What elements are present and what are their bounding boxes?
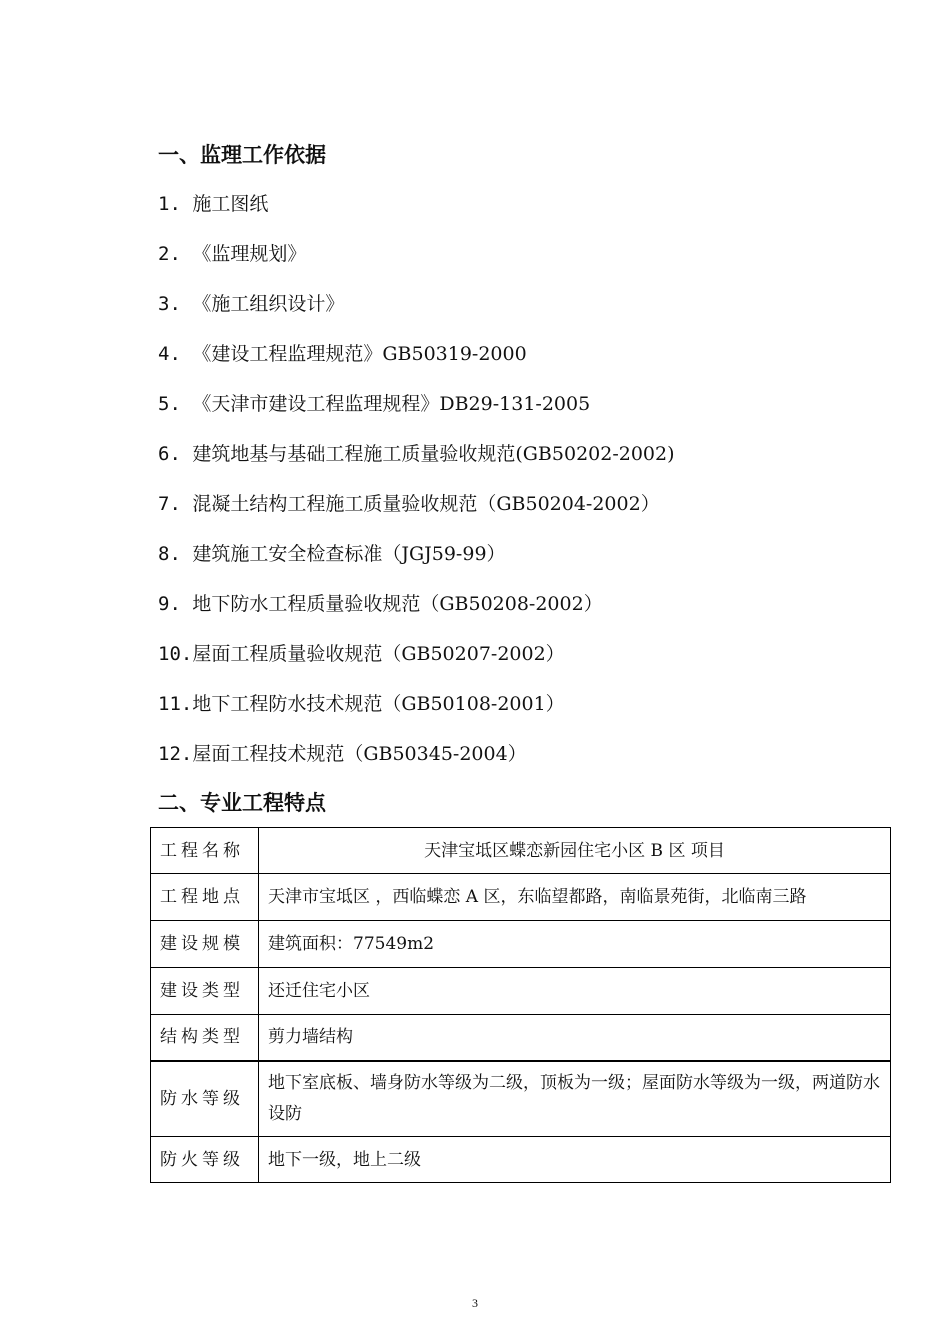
list-item xyxy=(158,639,675,689)
list-item-text: 屋面工程技术规范（GB50345-2004） xyxy=(192,743,527,765)
row-key: 防水等级 xyxy=(151,1061,259,1137)
list-item-number: 3. xyxy=(158,293,181,315)
row-value: 建筑面积：77549m2 xyxy=(259,921,891,968)
section-heading-basis: 一、监理工作依据 xyxy=(158,143,326,167)
list-item-text: 建筑施工安全检查标准（JGJ59-99） xyxy=(192,543,506,565)
list-item-text: 《施工组织设计》 xyxy=(192,293,345,315)
row-key: 建设类型 xyxy=(151,968,259,1015)
list-item-number: 9. xyxy=(158,593,181,615)
row-key: 工程地点 xyxy=(151,874,259,921)
row-key: 建设规模 xyxy=(151,921,259,968)
list-item xyxy=(158,589,675,639)
list-item-text: 建筑地基与基础工程施工质量验收规范(GB50202-2002) xyxy=(192,443,675,465)
list-item-text: 施工图纸 xyxy=(192,193,269,215)
list-item-number: 11. xyxy=(158,693,193,715)
list-item-text: 混凝土结构工程施工质量验收规范（GB50204-2002） xyxy=(192,493,660,515)
list-item-text: 《天津市建设工程监理规程》DB29-131-2005 xyxy=(192,393,591,415)
list-item xyxy=(158,489,675,539)
list-item-number: 10. xyxy=(158,643,193,665)
table-row xyxy=(151,828,891,874)
list-item xyxy=(158,339,675,389)
row-value: 天津市宝坻区 ，西临蝶恋 A 区，东临望都路，南临景苑街，北临南三路 xyxy=(259,874,891,921)
row-value: 还迁住宅小区 xyxy=(259,968,891,1015)
project-features-table xyxy=(150,827,891,1183)
row-value: 天津宝坻区蝶恋新园住宅小区 B 区 项目 xyxy=(259,828,891,874)
table-row xyxy=(151,968,891,1015)
list-item-number: 12. xyxy=(158,743,193,765)
table-row xyxy=(151,1061,891,1137)
list-item-number: 2. xyxy=(158,243,181,265)
list-item-text: 《监理规划》 xyxy=(192,243,307,265)
list-item xyxy=(158,189,675,239)
basis-list xyxy=(158,189,675,789)
list-item-number: 1. xyxy=(158,193,181,215)
list-item xyxy=(158,289,675,339)
row-key: 防火等级 xyxy=(151,1137,259,1183)
list-item-number: 4. xyxy=(158,343,181,365)
table-row xyxy=(151,1015,891,1061)
row-key: 结构类型 xyxy=(151,1015,259,1061)
table-row xyxy=(151,874,891,921)
list-item-text: 《建设工程监理规范》GB50319-2000 xyxy=(192,343,527,365)
list-item xyxy=(158,439,675,489)
list-item xyxy=(158,689,675,739)
list-item-number: 5. xyxy=(158,393,181,415)
list-item-text: 地下工程防水技术规范（GB50108-2001） xyxy=(192,693,565,715)
table-row xyxy=(151,921,891,968)
list-item-number: 6. xyxy=(158,443,181,465)
section-heading-features: 二、专业工程特点 xyxy=(158,791,326,815)
list-item xyxy=(158,239,675,289)
list-item xyxy=(158,739,675,789)
list-item-text: 地下防水工程质量验收规范（GB50208-2002） xyxy=(192,593,603,615)
list-item-number: 7. xyxy=(158,493,181,515)
list-item xyxy=(158,389,675,439)
row-value: 地下一级，地上二级 xyxy=(259,1137,891,1183)
list-item-number: 8. xyxy=(158,543,181,565)
row-value: 地下室底板、墙身防水等级为二级，顶板为一级；屋面防水等级为一级，两道防水设防 xyxy=(259,1061,891,1137)
page-number: 3 xyxy=(472,1296,478,1310)
table-row xyxy=(151,1137,891,1183)
list-item xyxy=(158,539,675,589)
list-item-text: 屋面工程质量验收规范（GB50207-2002） xyxy=(192,643,565,665)
row-key: 工程名称 xyxy=(151,828,259,874)
row-value: 剪力墙结构 xyxy=(259,1015,891,1061)
